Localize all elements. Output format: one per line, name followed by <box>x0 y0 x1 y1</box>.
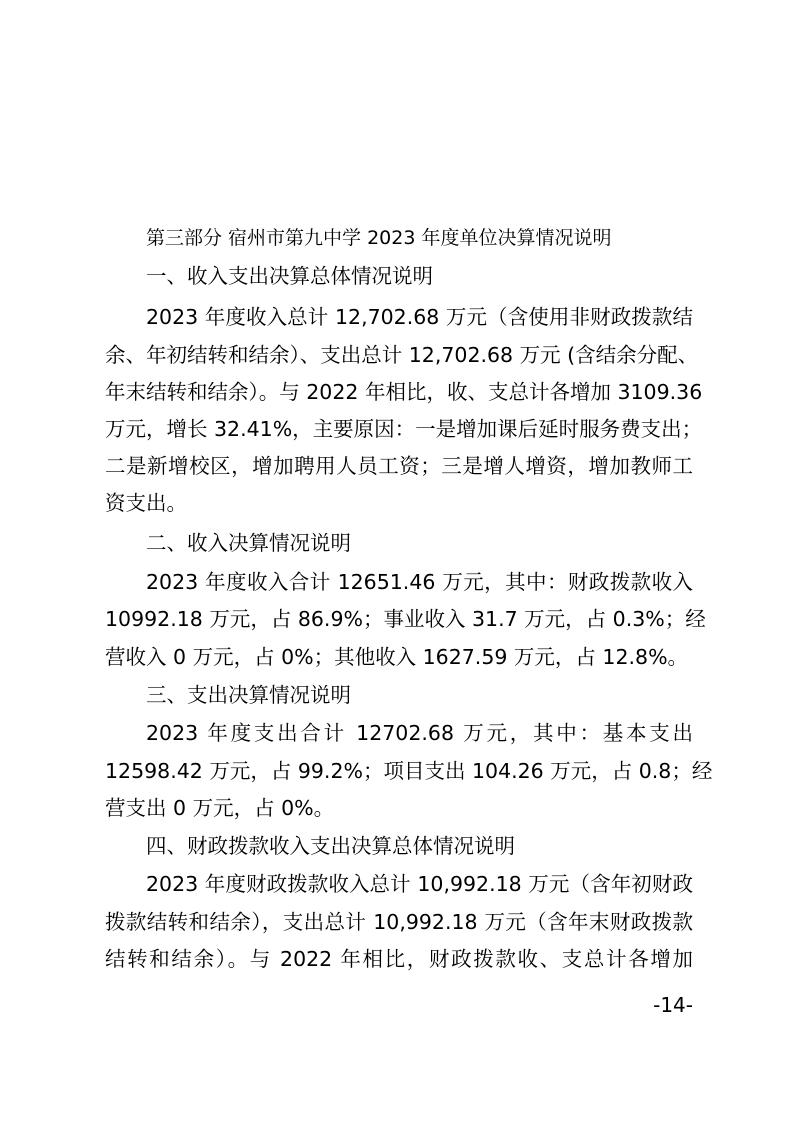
section-heading-3: 三、支出决算情况说明 <box>146 683 351 707</box>
paragraph-line: 2023 年度财政拨款收入总计 10,992.18 万元（含年初财政 <box>146 872 693 896</box>
page-number: -14- <box>653 993 693 1017</box>
paragraph-line: 10992.18 万元，占 86.9%；事业收入 31.7 万元，占 0.3%；经 <box>105 607 706 631</box>
paragraph-line: 年末结转和结余）。与 2022 年相比，收、支总计各增加 3109.36 <box>105 380 703 404</box>
paragraph-line: 2023 年度收入合计 12651.46 万元，其中：财政拨款收入 <box>146 570 693 594</box>
paragraph-line: 12598.42 万元，占 99.2%；项目支出 104.26 万元，占 0.8；经 <box>105 759 713 783</box>
paragraph-line: 结转和结余）。与 2022 年相比，财政拨款收、支总计各增加 <box>105 947 693 971</box>
section-heading-4: 四、财政拨款收入支出决算总体情况说明 <box>146 834 515 858</box>
paragraph-line: 余、年初结转和结余）、支出总计 12,702.68 万元 (含结余分配、 <box>105 343 699 367</box>
part-title: 第三部分 宿州市第九中学 2023 年度单位决算情况说明 <box>146 227 612 249</box>
section-heading-2: 二、收入决算情况说明 <box>146 531 351 555</box>
paragraph-line: 资支出。 <box>105 491 187 515</box>
paragraph-line: 营支出 0 万元，占 0%。 <box>105 796 335 820</box>
paragraph-line: 拨款结转和结余），支出总计 10,992.18 万元（含年末财政拨款 <box>105 910 693 934</box>
paragraph-line: 2023 年度收入总计 12,702.68 万元（含使用非财政拨款结 <box>146 305 693 329</box>
paragraph-line: 营收入 0 万元，占 0%；其他收入 1627.59 万元，占 12.8%。 <box>105 645 689 669</box>
paragraph-line: 万元，增长 32.41%，主要原因：一是增加课后延时服务费支出； <box>105 417 703 441</box>
paragraph-line: 二是新增校区，增加聘用人员工资；三是增人增资，增加教师工 <box>105 454 693 478</box>
paragraph-line: 2023 年度支出合计 12702.68 万元，其中：基本支出 <box>146 721 693 745</box>
section-heading-1: 一、收入支出决算总体情况说明 <box>146 264 433 288</box>
